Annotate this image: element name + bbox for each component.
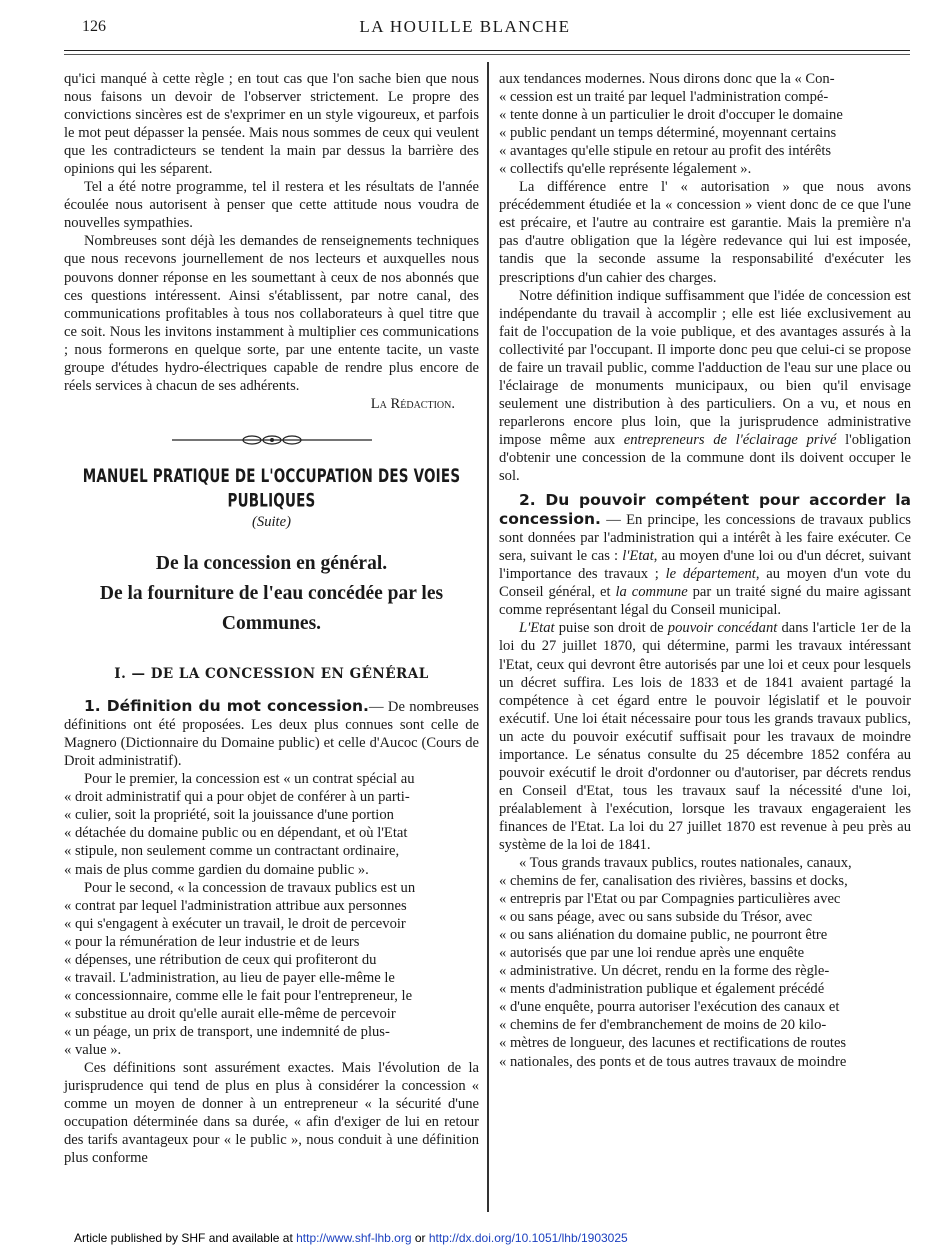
law-quote-line: « ments d'administration publique et également précédé bbox=[499, 981, 825, 998]
second-line: Pour le second, « la concession de travaux publics est un bbox=[84, 879, 416, 896]
power-text-4: par un traité signé du maire agissant comme représentant légal du Conseil municipal. bbox=[499, 584, 911, 619]
etat-paragraph bbox=[499, 619, 911, 854]
closing-paragraph: Ces définitions sont assurément exactes. Mais l'évolution de la jurisprudence qui tend de plus en plus à considérer la concession « comme un moyen de donner à un entrepreneur « la sécurité d'une occupation déterminée dans sa durée, « afin d'exiger de lui en retour des tarifs avantageux pour « le public », nous conduit à une définition plus conforme bbox=[64, 1060, 479, 1167]
page-number: 126 bbox=[82, 18, 106, 35]
column-divider bbox=[487, 62, 489, 1212]
law-quote-line: « autorisés que par une loi rendue après une enquête bbox=[499, 945, 805, 962]
journal-title: LA HOUILLE BLANCHE bbox=[359, 17, 571, 36]
definition-text: — De nombreuses définitions ont été proposées. Les deux plus connues sont celle de Magnero (Dictionnaire du Domaine public) et celle d'Aucoc (Cours de Droit administratif). bbox=[64, 699, 479, 770]
premier-definition bbox=[64, 770, 479, 878]
main-heading-1: De la concession en général. bbox=[155, 553, 388, 575]
etat-emphasis: pouvoir concédant bbox=[667, 620, 778, 637]
manual-title: MANUEL PRATIQUE DE L'OCCUPATION DES VOIES PUBLIQUES bbox=[82, 465, 461, 512]
second-line: « value ». bbox=[64, 1041, 122, 1058]
power-etat: l'Etat bbox=[622, 548, 654, 565]
intro-paragraph-1: qu'ici manqué à cette règle ; en tout cas que l'on sache bien que nous nous faisons un devoir de l'observer strictement. Le propre des convictions sincères est de s'exprimer en un style vigoureux, et parfois le mot peut dépasser la pensée. Mais nous sommes de ceux qui veulent que les contradicteurs se tendent la main par dessus la barrière des opinions qui les séparent. bbox=[64, 71, 479, 178]
power-departement: le département bbox=[665, 566, 756, 583]
second-line: « un péage, un prix de transport, une indemnité de plus- bbox=[64, 1023, 390, 1040]
second-line: « qui s'engagent à exécuter un travail, le droit de percevoir bbox=[64, 915, 406, 932]
intro-paragraph-3: Nombreuses sont déjà les demandes de renseignements techniques que nous recevons journellement de nos lecteurs et auxquelles nous pouvons donner réponse en les soumettant à ceux de nos abonnés que ces questions intéressent. Ainsi s'établissent, par notre canal, des communications profitables à tous nos collaborateurs à quel titre que ce soit. Nous les invitons instamment à multiplier ces communications ; nous formerons en quelque sorte, par une entente tacite, un vaste groupe d'études hydro-électriques capable de rendre plus encore de réels services à chacun de ses adhérents. bbox=[64, 233, 479, 394]
premier-line: « détachée du domaine public ou en dépendant, et où l'Etat bbox=[64, 825, 408, 842]
power-commune: la commune bbox=[615, 584, 688, 601]
premier-line: « stipule, non seulement comme un contractant ordinaire, bbox=[64, 843, 400, 860]
law-quote-line: « entrepris par l'Etat ou par Compagnies particulières avec bbox=[499, 891, 841, 908]
law-quote-line: « chemins de fer d'embranchement de moins de 20 kilo- bbox=[499, 1017, 827, 1034]
premier-line: « droit administratif qui a pour objet de conférer à un parti- bbox=[64, 789, 410, 806]
main-heading-2: De la fourniture de l'eau concédée par les Communes. bbox=[99, 583, 444, 635]
modern-definition-line: « tente donne à un particulier le droit d'occuper le domaine bbox=[499, 107, 843, 124]
second-definition bbox=[64, 879, 479, 1059]
power-text: — En principe, les concessions de travaux publics sont données par l'administration qui a intérêt à les faire exécuter. Ce sera, suivant le cas : bbox=[499, 512, 911, 565]
modern-definition-line: « public pendant un temps déterminé, moyennant certains bbox=[499, 125, 837, 142]
difference-paragraph: La différence entre l' « autorisation » que nous avons précédemment étudiée et la « concession » vient donc de ce que l'une est précaire, et l'autre au contraire est garantie. Mais la première n'a pas d'autre obligation que la légère redevance qui lui est imposée, tandis que la seconde assume la responsabilité d'exécuter les prescriptions d'un cahier des charges. bbox=[499, 179, 911, 286]
modern-definition-line: « collectifs qu'elle représente légalement ». bbox=[499, 161, 752, 178]
modern-definition bbox=[499, 70, 911, 178]
modern-definition-line: aux tendances modernes. Nous dirons donc que la « Con- bbox=[499, 71, 835, 87]
second-line: « pour la rémunération de leur industrie et de leurs bbox=[64, 933, 360, 950]
law-quote-line: « mètres de longueur, des lacunes et rectifications de routes bbox=[499, 1035, 847, 1052]
definition-paragraph bbox=[64, 697, 479, 770]
premier-line: « culier, soit la propriété, soit la jouissance d'une portion bbox=[64, 807, 394, 824]
right-column bbox=[499, 70, 911, 1071]
intro-paragraph-2: Tel a été notre programme, tel il restera et les résultats de l'année écoulée nous autorisent à penser que cette attitude nous voudra de nouvelles sympathies. bbox=[64, 179, 479, 232]
footer-prefix: Article published by SHF and available at bbox=[74, 1231, 297, 1245]
premier-line: Pour le premier, la concession est « un contrat spécial au bbox=[84, 771, 415, 788]
law-quote-line: « ou sans péage, avec ou sans subside du Trésor, avec bbox=[499, 909, 813, 926]
signature: La Rédaction. bbox=[370, 395, 455, 412]
definition-scope-emphasis: entrepreneurs de l'éclairage privé bbox=[623, 431, 837, 448]
header-rule-thin bbox=[64, 54, 910, 55]
definition-scope-text: Notre définition indique suffisamment que l'idée de concession est indépendante du travail à accomplir ; elle est liée exclusivement au fait de l'occupation de la voie publique, et des avantages assurés à la collectivité par l'occupant. Il importe donc peu que celui-ci se propose de faire un travail public, comme l'adduction de l'eau sur une place ou l'éclairage de monuments municipaux, ou bien qu'il envisage seulement une distribution à des particuliers. On a vu, et nous en reparlerons encore plus loin, que la jurisprudence administrative impose même aux bbox=[499, 287, 911, 448]
law-quote-line: « d'une enquête, pourra autoriser l'exécution des canaux et bbox=[499, 999, 840, 1016]
second-line: « substitue au droit qu'elle aurait elle-même de percevoir bbox=[64, 1005, 396, 1022]
law-quote-line: « administrative. Un décret, rendu en la forme des règle- bbox=[499, 963, 830, 980]
ornament-icon bbox=[172, 434, 372, 446]
second-line: « dépenses, une rétribution de ceux qui profiteront du bbox=[64, 951, 377, 968]
footer-citation bbox=[74, 1231, 628, 1245]
power-heading: 2. Du pouvoir compétent pour accorder la concession. bbox=[499, 491, 911, 529]
second-line: « contrat par lequel l'administration attribue aux personnes bbox=[64, 897, 407, 914]
etat-text: puise son droit de bbox=[554, 620, 668, 637]
law-quote-line: « nationales, des ponts et de tous autres travaux de moindre bbox=[499, 1053, 847, 1070]
power-paragraph bbox=[499, 491, 911, 619]
power-text-2: , au moyen d'une loi ou d'un décret, suivant l'importance des travaux ; bbox=[499, 548, 912, 583]
definition-scope-text-end: l'obligation d'obtenir une concession de la commune dont ils doivent occuper le sol. bbox=[499, 431, 911, 485]
second-line: « travail. L'administration, au lieu de payer elle-même le bbox=[64, 969, 395, 986]
modern-definition-line: « cession est un traité par lequel l'administration compé- bbox=[499, 89, 829, 106]
law-quote-line: « ou sans aliénation du domaine public, ne pourront être bbox=[499, 927, 828, 944]
law-quote bbox=[499, 854, 911, 1071]
doi-link[interactable]: http://dx.doi.org/10.1051/lhb/1903025 bbox=[428, 1231, 628, 1245]
law-quote-line: « chemins de fer, canalisation des rivières, bassins et docks, bbox=[499, 873, 848, 890]
definition-heading: 1. Définition du mot concession. bbox=[84, 697, 369, 716]
etat-text-2: dans l'article 1er de la loi du 27 juillet 1870, qui détermine, parmi les travaux intéressant l'Etat, ceux qui devront être autorisés par une loi et ceux pour lesquels un décret suffira. Les lois de 1833 et de 1841 avaient partagé la compétence à cet égard entre le pouvoir législatif et le pouvoir exécutif. Une loi était nécessaire pour tous les grands travaux publics, un acte du pouvoir exécutif suffisait pour les travaux de moindre importance. Le sénatus consulte du 25 décembre 1852 conféra au pouvoir exécutif le droit d'ordonner ou d'autoriser, par décrets rendus en Conseil d'Etat, tous les travaux sauf la nécessité d'une loi, préalablement à l'exécution, lorsque les travaux engageraient les finances de l'Etat. La loi du 27 juillet 1870 est revenue à peu près au système de la loi de 1841. bbox=[499, 620, 911, 853]
footer-middle: or bbox=[411, 1231, 429, 1245]
left-column bbox=[64, 70, 479, 1167]
power-text-3: , au moyen d'un vote du Conseil général, et bbox=[499, 566, 911, 601]
definition-scope-paragraph bbox=[499, 287, 911, 486]
premier-line: « mais de plus comme gardien du domaine public ». bbox=[64, 861, 369, 878]
second-line: « concessionnaire, comme elle le fait pour l'entrepreneur, le bbox=[64, 987, 413, 1004]
section-heading: I. — DE LA CONCESSION EN GÉNÉRAL bbox=[114, 666, 429, 683]
header-rule bbox=[64, 50, 910, 51]
shf-link[interactable]: http://www.shf-lhb.org bbox=[296, 1231, 412, 1245]
manual-subtitle: (Suite) bbox=[252, 513, 291, 530]
etat-word: L'Etat bbox=[519, 620, 555, 637]
law-quote-line: « Tous grands travaux publics, routes nationales, canaux, bbox=[519, 855, 852, 872]
ornament-divider bbox=[64, 433, 479, 447]
modern-definition-line: « avantages qu'elle stipule en retour au profit des intérêts bbox=[499, 143, 832, 160]
